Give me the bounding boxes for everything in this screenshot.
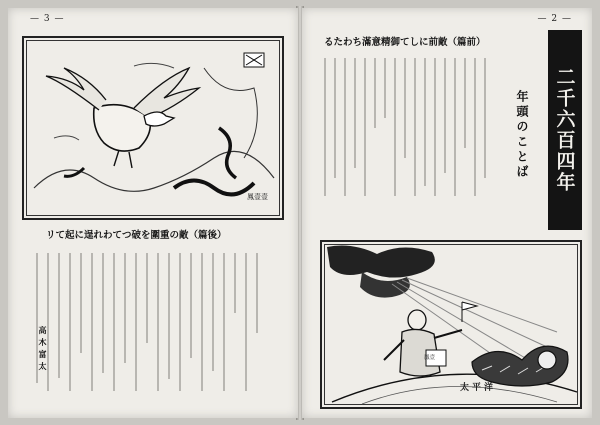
eagle-illustration [24, 38, 282, 218]
sub-title: 年頭のことば [515, 90, 529, 180]
sign-label: 鳳壹 [424, 355, 436, 361]
article-body-columns [324, 58, 494, 198]
year-banner: 二千六百四年 [548, 30, 582, 230]
article-body-columns [36, 253, 271, 393]
article-heading: るたわち滿意精御てしに前敵（篇前） [324, 37, 486, 48]
page-number: — 3 — [30, 14, 65, 24]
illustration-signature: 鳳壹壹 [247, 193, 268, 201]
page-number: — 2 — [537, 14, 572, 24]
author-name: 高木富太 [38, 326, 48, 374]
left-page [8, 8, 298, 418]
article-heading: リて起に逞れわてつ破を圍重の敵（篇後） [46, 230, 227, 241]
illustration-frame [22, 36, 284, 220]
warrior-illustration [322, 242, 580, 407]
illustration-frame [320, 240, 582, 409]
right-page [302, 8, 592, 418]
map-label: 太平洋 [460, 383, 497, 393]
